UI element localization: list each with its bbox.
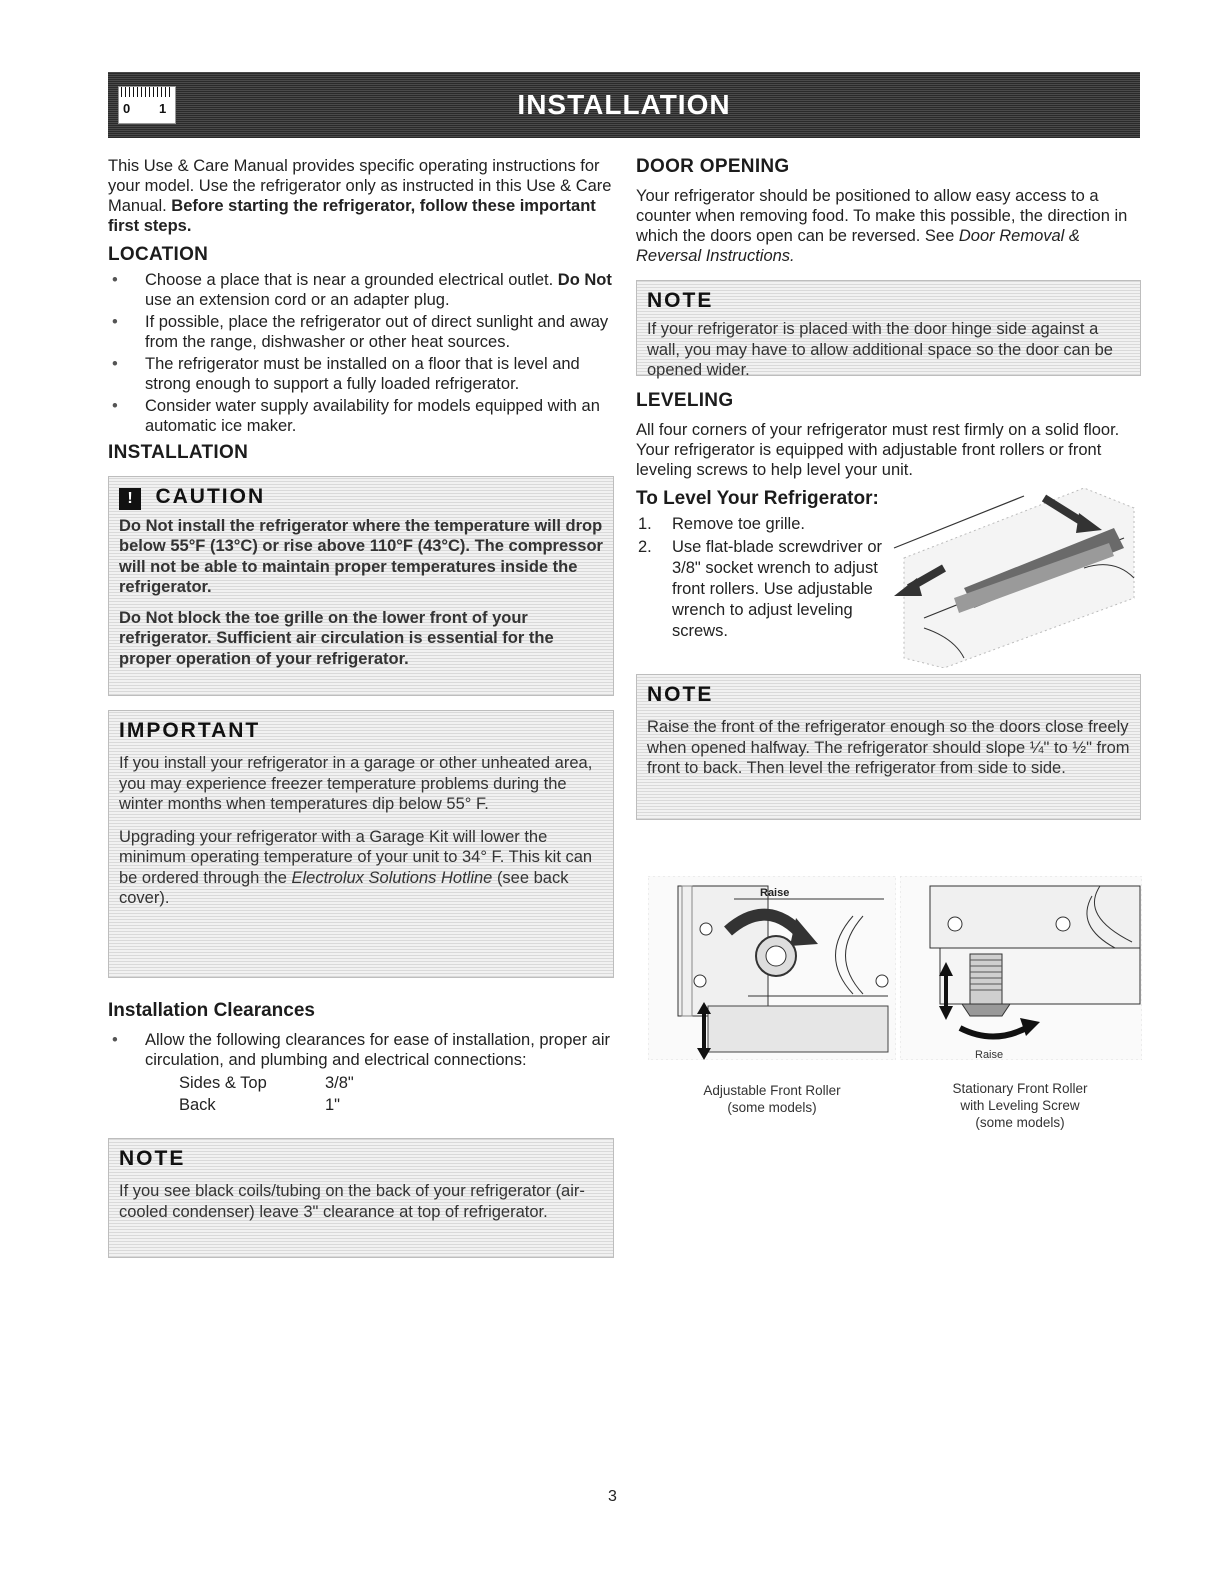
location-item-text: Choose a place that is near a grounded electrical outlet.: [145, 271, 554, 289]
note-text: If your refrigerator is placed with the door hinge side against a wall, you may have to allow additional space so the door can be opened wider.: [647, 320, 1113, 379]
leveling-heading: LEVELING: [636, 390, 734, 411]
header-banner: [108, 72, 1140, 138]
location-heading: LOCATION: [108, 244, 209, 265]
leveling-step: [636, 537, 886, 642]
clearance-value: 3/8": [325, 1074, 354, 1092]
intro-text: This Use & Care Manual provides specific operating instructions for your model. Use the refrigerator only as instructed in this Use & Care Manual.: [108, 157, 612, 215]
caption-leveling-screw: [906, 1080, 1134, 1131]
door-opening-heading: DOOR OPENING: [636, 156, 790, 177]
important-box: [108, 710, 614, 978]
important-text-2: [119, 827, 603, 909]
adjustable-roller-figure: [648, 876, 896, 1060]
location-item: [108, 270, 614, 310]
leveling-steps-area: [636, 488, 1141, 664]
door-opening-text: Your refrigerator should be positioned to allow easy access to a counter when removing food. To make this possible, the direction in which the doors open can be reversed. See: [636, 187, 1128, 245]
leveling-text: All four corners of your refrigerator must rest firmly on a solid floor. Your refrigerator is equipped with adjustable front rollers or front leveling screws to help level your unit.: [636, 421, 1120, 479]
caption-adjustable-roller: [658, 1082, 886, 1116]
ruler-icon: [118, 86, 176, 124]
left-column: [108, 156, 614, 1258]
step-text: Use flat-blade screwdriver or 3/8" socket wrench to adjust front rollers. Use adjustable wrench to adjust leveling screws.: [672, 538, 882, 640]
roller-raise-label: Raise: [760, 887, 790, 899]
important-text: If you install your refrigerator in a garage or other unheated area, you may experience freezer temperature problems during the winter months when temperatures dip below 55° F.: [119, 754, 593, 813]
intro-bold-text: Before starting the refrigerator, follow these important first steps.: [108, 197, 596, 235]
note-title: NOTE: [119, 1147, 186, 1170]
caution-box: [108, 476, 614, 696]
toe-grille-illustration: [884, 488, 1140, 668]
step-number: 1.: [638, 515, 652, 533]
warning-icon: !: [119, 488, 141, 510]
caption-line: Stationary Front Roller: [952, 1081, 1088, 1096]
step-text: Remove toe grille.: [672, 515, 805, 533]
caption-line: (some models): [975, 1115, 1065, 1130]
important-title: IMPORTANT: [119, 719, 261, 742]
clearances-list: [108, 1030, 614, 1070]
important-text-start: Upgrading your refrigerator with a Garage Kit will lower the minimum operating temperature of your unit to 34° F. This kit can be ordered through the: [119, 827, 593, 887]
clearances-item: • Allow the following clearances for ease of installation, proper air circulation, and plumbing and electrical connections:: [108, 1030, 614, 1070]
note-title: NOTE: [647, 683, 714, 706]
leveling-subheading: To Level Your Refrigerator:: [636, 488, 879, 509]
location-list: [108, 270, 614, 436]
clearance-row: [108, 1094, 614, 1116]
caution-title: CAUTION: [155, 485, 266, 508]
clearance-note-box: [108, 1138, 614, 1258]
intro-paragraph: [108, 156, 614, 236]
step-number: 2.: [638, 538, 652, 556]
leveling-note-box: [636, 674, 1141, 820]
leveling-step: [636, 514, 886, 535]
ruler-number-1: 1: [159, 101, 167, 116]
note-title: NOTE: [647, 289, 714, 312]
location-item: • The refrigerator must be installed on a floor that is level and strong enough to support a fully loaded refrigerator.: [108, 354, 614, 394]
hotline-name: Electrolux Solutions Hotline: [291, 868, 493, 887]
ruler-number-0: 0: [123, 101, 131, 116]
page-title: INSTALLATION: [517, 89, 731, 120]
location-item: • Consider water supply availability for models equipped with an automatic ice maker.: [108, 396, 614, 436]
clearance-value: 1": [325, 1096, 341, 1114]
caption-line: Adjustable Front Roller: [703, 1083, 841, 1098]
location-item-rest: use an extension cord or an adapter plug.: [145, 291, 450, 309]
clearance-label: Sides & Top: [179, 1074, 267, 1092]
important-text-end: (see back cover).: [119, 868, 569, 907]
caption-line: (some models): [727, 1100, 817, 1115]
leveling-steps: [636, 514, 886, 642]
door-opening-paragraph: [636, 186, 1141, 266]
location-item-bold: Do Not: [557, 271, 612, 289]
caption-line: with Leveling Screw: [960, 1098, 1080, 1113]
page-number: 3: [608, 1488, 617, 1505]
installation-heading: INSTALLATION: [108, 442, 249, 463]
door-note-box: [636, 280, 1141, 379]
clearance-label: Back: [179, 1096, 216, 1114]
door-reversal-reference: Door Removal & Reversal Instructions.: [636, 227, 1080, 265]
location-item: • If possible, place the refrigerator out of direct sunlight and away from the range, dishwasher or other heat sources.: [108, 312, 614, 352]
leveling-screw-figure: [900, 876, 1142, 1060]
caution-text: Do Not block the toe grille on the lower front of your refrigerator. Sufficient air circulation is essential for the proper operation of your refrigerator.: [119, 608, 554, 668]
clearances-heading: Installation Clearances: [108, 1000, 315, 1021]
note-text: Raise the front of the refrigerator enough so the doors close freely when opened halfway. The refrigerator should slope ¼" to ½" from front to back. Then level the refrigerator from side to side.: [647, 718, 1130, 777]
clearance-row: [108, 1072, 614, 1094]
right-column: [636, 156, 1141, 820]
caution-text: Do Not install the refrigerator where the temperature will drop below 55°F (13°C) or rise above 110°F (43°C). The compressor will not be able to maintain proper temperatures inside the refrigerator.: [119, 516, 603, 597]
note-text: If you see black coils/tubing on the back of your refrigerator (air-cooled condenser) leave 3" clearance at top of refrigerator.: [119, 1182, 585, 1221]
screw-raise-label: Raise: [975, 1049, 1004, 1060]
